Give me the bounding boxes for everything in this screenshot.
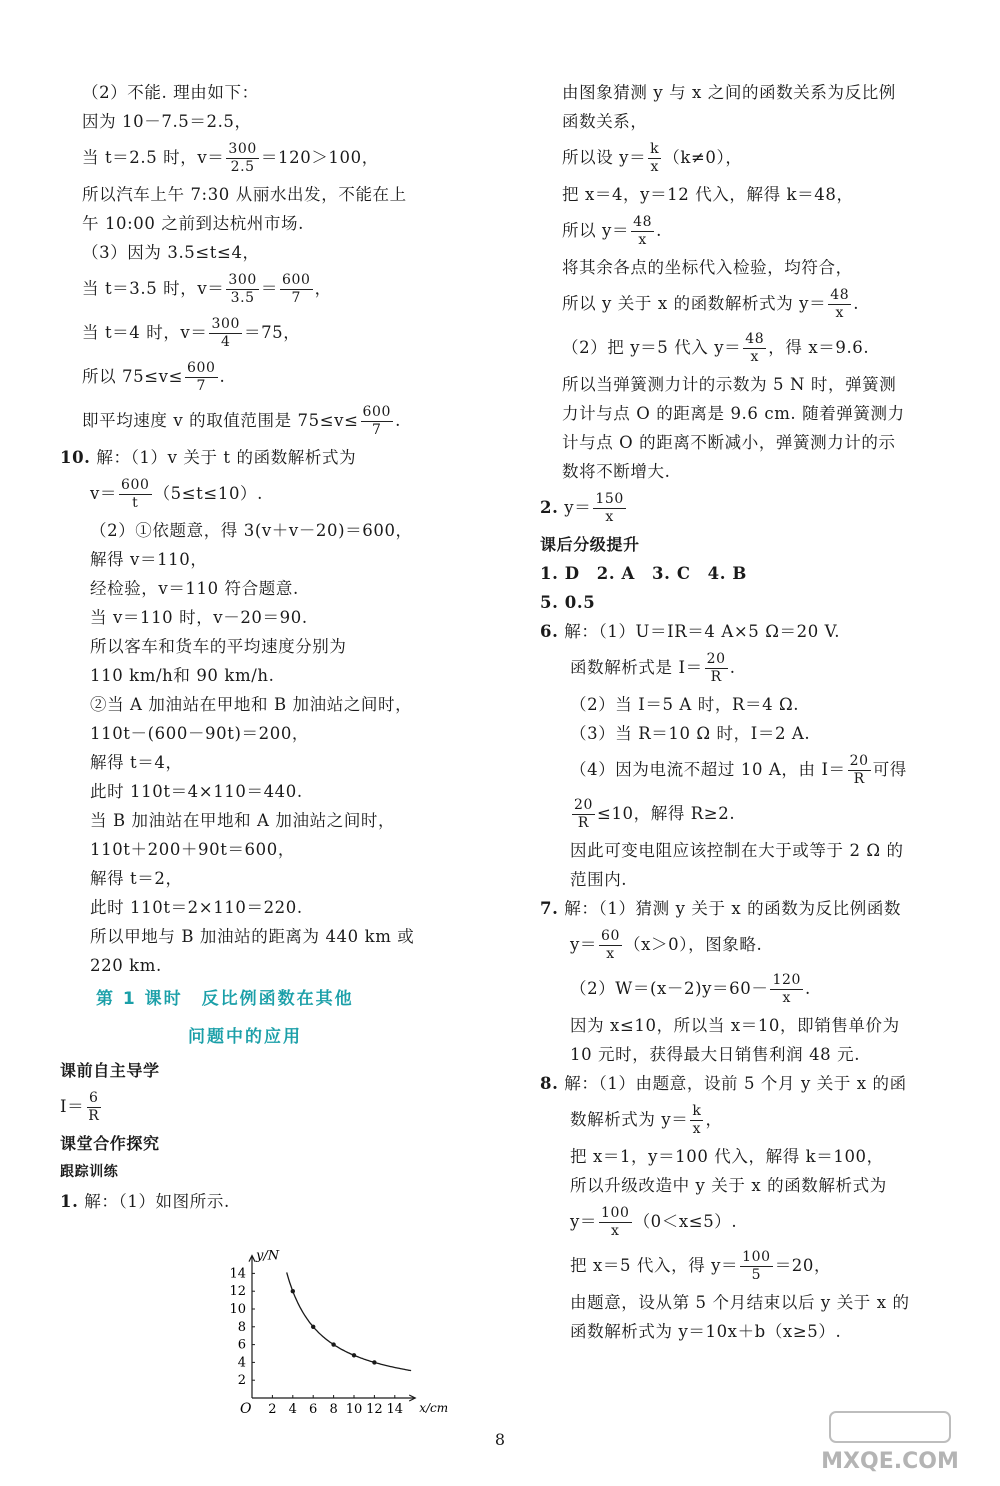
section-heading: 课前自主导学 — [60, 1061, 160, 1080]
fraction: $\frac{600}{7}$ — [362, 404, 392, 438]
fraction: $\frac{20}{R}$ — [849, 753, 869, 787]
text-line: 由题意，设从第 5 个月结束以后 y 关于 x 的 — [570, 1293, 910, 1312]
text-line: 此时 110t＝4×110＝440. — [90, 782, 303, 801]
fraction: $\frac{k}{x}$ — [692, 1103, 702, 1137]
text-line: （3）因为 3.5≤t≤4， — [82, 243, 260, 262]
fraction: $\frac{100}{x}$ — [601, 1205, 630, 1239]
fraction: $\frac{300}{3.5}$ — [228, 272, 257, 306]
left-column — [60, 78, 480, 1417]
fraction: $\frac{600}{t}$ — [121, 477, 150, 511]
points — [291, 1289, 377, 1365]
text-line: 把 x＝4，y＝12 代入，解得 k＝48， — [562, 185, 854, 204]
text-line: 午 10:00 之前到达杭州市场. — [82, 214, 304, 233]
equation-line: 函数解析式是 I＝ $\frac{20}{R}$ . — [570, 651, 736, 685]
equation-line: 所以设 y＝ $\frac{k}{x}$ （k≠0）， — [562, 141, 743, 175]
text-line: （2）不能. 理由如下： — [82, 83, 259, 102]
equation-line: 把 x＝5 代入，得 y＝ $\frac{100}{5}$ ＝20， — [570, 1249, 832, 1283]
x-tick-label: 2 — [268, 1402, 277, 1417]
equation-line: 当 t＝3.5 时，v＝ $\frac{300}{3.5}$ ＝ $\frac{600}{7}$ ， — [82, 272, 332, 306]
equation-line: （2）W＝(x－2)y＝60－ $\frac{120}{x}$ . — [570, 972, 811, 1006]
text-line: （2）①依题意，得 3(v＋v－20)＝600， — [90, 521, 413, 540]
fraction: $\frac{48}{x}$ — [745, 331, 765, 365]
text-line: 计与点 O 的距离不断减小，弹簧测力计的示 — [562, 433, 896, 452]
fraction: $\frac{60}{x}$ — [601, 928, 621, 962]
text-line: 所以客车和货车的平均速度分别为 — [90, 637, 347, 656]
right-column — [540, 78, 960, 1346]
question-7-line: 7. 解：（1）猜测 y 关于 x 的函数为反比例函数 — [540, 899, 902, 918]
fraction: $\frac{6}{R}$ — [88, 1090, 100, 1124]
fraction: $\frac{600}{7}$ — [187, 360, 216, 394]
fraction: $\frac{600}{7}$ — [282, 272, 311, 306]
text-line: 220 km. — [90, 956, 162, 975]
axes — [249, 1256, 415, 1401]
equation-line: 即平均速度 v 的取值范围是 75≤v≤ $\frac{600}{7}$ . — [82, 404, 401, 438]
fraction: $\frac{300}{2.5}$ — [228, 141, 257, 175]
answer-line: 1. D 2. A 3. C 4. B — [540, 564, 747, 583]
question-number: 7. — [540, 899, 559, 918]
text-line: 所以汽车上午 7:30 从丽水出发，不能在上 — [82, 185, 407, 204]
fraction: $\frac{20}{R}$ — [706, 651, 726, 685]
text-line: 解得 t＝4， — [90, 753, 183, 772]
text-line: 因为 10－7.5＝2.5， — [82, 112, 252, 131]
y-tick-label: 10 — [229, 1302, 246, 1317]
equation-line: 所以 y＝ $\frac{48}{x}$ . — [562, 214, 662, 248]
equation-line: 当 t＝4 时，v＝ $\frac{300}{4}$ ＝75， — [82, 316, 301, 350]
y-tick-label: 6 — [237, 1337, 246, 1353]
equation-line: 所以 75≤v≤ $\frac{600}{7}$ . — [82, 360, 226, 394]
page-number: 8 — [494, 1430, 506, 1449]
section-heading: 课后分级提升 — [540, 535, 640, 554]
fraction: $\frac{150}{x}$ — [595, 491, 624, 525]
data-point — [372, 1360, 376, 1364]
equation-line: v＝ $\frac{600}{t}$ （5≤t≤10）. — [90, 477, 263, 511]
text-line: 范围内. — [570, 870, 628, 889]
equation-line: y＝ $\frac{60}{x}$ （x＞0），图象略. — [570, 928, 763, 962]
equation-line: $\frac{20}{R}$ ≤10，解得 R≥2. — [574, 797, 736, 831]
fraction: $\frac{300}{4}$ — [211, 316, 240, 350]
equation-line: 数解析式为 y＝ $\frac{k}{x}$ ， — [570, 1103, 723, 1137]
text-line: 函数关系， — [562, 112, 648, 131]
data-point — [291, 1289, 295, 1293]
origin-label: O — [240, 1401, 252, 1417]
question-number: 8. — [540, 1074, 559, 1093]
text-line: 因此可变电阻应该控制在大于或等于 2 Ω 的 — [570, 841, 904, 860]
text-line: 110t＋200＋90t＝600， — [90, 840, 295, 859]
fraction: $\frac{20}{R}$ — [574, 797, 594, 831]
text-line: （3）当 R＝10 Ω 时，I＝2 A. — [570, 724, 811, 743]
text-line: 10 元时，获得最大日销售利润 48 元. — [570, 1045, 861, 1064]
text-line: 所以甲地与 B 加油站的距离为 440 km 或 — [90, 927, 415, 946]
fraction: $\frac{100}{5}$ — [742, 1249, 771, 1283]
equation-line: y＝ $\frac{100}{x}$ （0＜x≤5）. — [570, 1205, 738, 1239]
subsection-heading: 跟踪训练 — [60, 1164, 119, 1180]
x-tick-label: 10 — [345, 1402, 363, 1417]
lesson-title-continued: 问题中的应用 — [188, 1027, 302, 1047]
x-tick-label: 8 — [329, 1402, 338, 1417]
curve — [287, 1272, 411, 1370]
fraction: $\frac{48}{x}$ — [633, 214, 653, 248]
equation-line: （4）因为电流不超过 10 A，由 I＝ $\frac{20}{R}$ 可得 — [570, 753, 907, 787]
lesson-title: 第 1 课时 反比例函数在其他 — [96, 989, 354, 1009]
text-line: 所以升级改造中 y 关于 x 的函数解析式为 — [570, 1176, 887, 1195]
inverse-function-graph — [160, 1238, 449, 1418]
equation-line: 当 t＝2.5 时，v＝ $\frac{300}{2.5}$ ＝120＞100， — [82, 141, 379, 175]
y-tick-label: 4 — [237, 1355, 246, 1371]
x-tick-label: 4 — [288, 1402, 297, 1417]
y-axis-label: y/N — [256, 1248, 280, 1264]
section-heading: 课堂合作探究 — [60, 1134, 160, 1153]
text-line: （2）当 I＝5 A 时，R＝4 Ω. — [570, 695, 800, 714]
question-10-line: 10. 解：（1）v 关于 t 的函数解析式为 — [60, 448, 357, 467]
y-tick-label: 2 — [237, 1373, 246, 1389]
question-1-line: 1. 解：（1）如图所示. — [60, 1192, 230, 1211]
equation-line: （2）把 y＝5 代入 y＝ $\frac{48}{x}$ ，得 x＝9.6. — [562, 331, 870, 365]
text-line: ②当 A 加油站在甲地和 B 加油站之间时， — [90, 695, 413, 714]
question-number: 2. — [540, 498, 559, 517]
equation-line: 所以 y 关于 x 的函数解析式为 y＝ $\frac{48}{x}$ . — [562, 287, 860, 321]
question-number: 6. — [540, 622, 559, 641]
watermark-logo — [800, 1410, 980, 1476]
text-line: 解得 v＝110， — [90, 550, 208, 569]
x-axis-label: x/cm — [419, 1401, 449, 1415]
text-line: 当 B 加油站在甲地和 A 加油站之间时， — [90, 811, 396, 830]
question-2-line: 2. y＝ $\frac{150}{x}$ — [540, 491, 624, 525]
x-tick-label: 6 — [309, 1402, 318, 1417]
text-line: 力计与点 O 的距离是 9.6 cm. 随着弹簧测力 — [562, 404, 905, 423]
question-number: 10. — [60, 448, 91, 467]
watermark-text: MXQE.COM — [821, 1449, 959, 1474]
text-line: 将其余各点的坐标代入检验，均符合， — [562, 258, 853, 277]
text-line: 因为 x≤10，所以当 x＝10，即销售单价为 — [570, 1016, 900, 1035]
text-line: 此时 110t＝2×110＝220. — [90, 898, 303, 917]
y-tick-label: 8 — [237, 1319, 246, 1335]
text-line: 所以当弹簧测力计的示数为 5 N 时，弹簧测 — [562, 375, 897, 394]
question-number: 1. — [60, 1192, 79, 1211]
x-tick-label: 14 — [386, 1402, 404, 1417]
fraction: $\frac{48}{x}$ — [830, 287, 850, 321]
data-point — [311, 1325, 315, 1329]
x-tick-label: 12 — [366, 1402, 383, 1417]
text-line: 110t－(600－90t)＝200， — [90, 724, 310, 743]
text-line: 数将不断增大. — [562, 462, 671, 481]
question-8-line: 8. 解：（1）由题意，设前 5 个月 y 关于 x 的函 — [540, 1074, 907, 1093]
ticks — [229, 1266, 403, 1417]
text-line: 110 km/h和 90 km/h. — [90, 666, 275, 685]
equation-line: I＝ $\frac{6}{R}$ — [60, 1090, 100, 1124]
text-line: 函数解析式为 y＝10x＋b（x≥5）. — [570, 1322, 842, 1341]
y-tick-label: 12 — [229, 1284, 246, 1300]
fraction: $\frac{120}{x}$ — [772, 972, 801, 1006]
text-line: 经检验，v＝110 符合题意. — [90, 579, 299, 598]
y-tick-label: 14 — [229, 1266, 246, 1282]
text-line: 解得 t＝2， — [90, 869, 183, 888]
text-line: 把 x＝1，y＝100 代入，解得 k＝100， — [570, 1147, 884, 1166]
text-line: 当 v＝110 时，v－20＝90. — [90, 608, 308, 627]
answer-line: 5. 0.5 — [540, 593, 596, 612]
data-point — [331, 1342, 335, 1346]
question-6-line: 6. 解：（1）U＝IR＝4 A×5 Ω＝20 V. — [540, 622, 841, 641]
fraction: $\frac{k}{x}$ — [650, 141, 660, 175]
text-line: 由图象猜测 y 与 x 之间的函数关系为反比例 — [562, 83, 896, 102]
data-point — [352, 1353, 356, 1357]
